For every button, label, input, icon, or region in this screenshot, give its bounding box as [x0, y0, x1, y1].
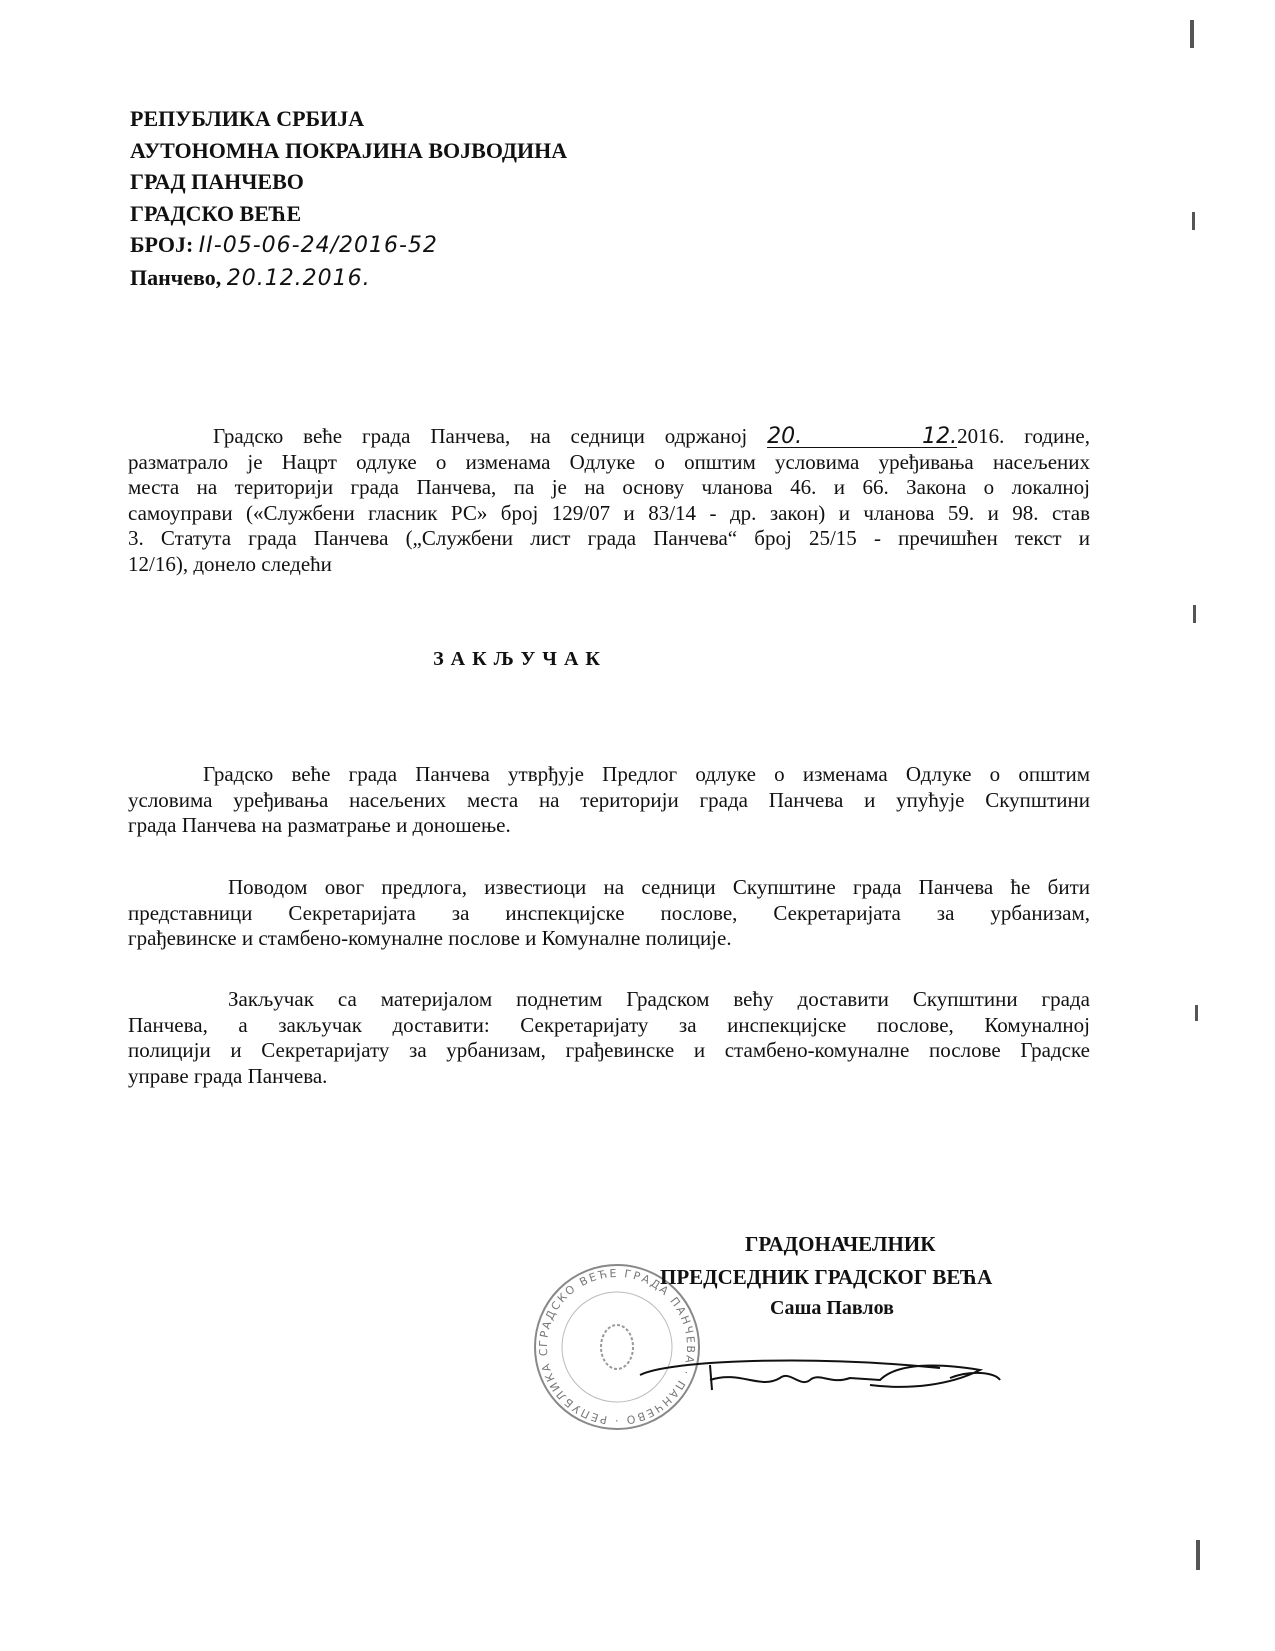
handwritten-signature: [610, 1340, 1010, 1405]
signatory-title: ГРАДОНАЧЕЛНИК: [745, 1232, 936, 1256]
date-handwritten: 20.12.2016.: [226, 265, 371, 291]
scan-mark: [1192, 212, 1195, 230]
intro-paragraph: [128, 424, 1090, 577]
text-line: условима уређивања насељених места на територији града Панчева и упућује Скупштини: [128, 787, 1090, 812]
text-line: Закључак са материјалом поднетим Градском већу доставити Скупштини града: [228, 987, 1090, 1011]
header-line: ГРАД ПАНЧЕВО: [130, 169, 304, 194]
svg-text:ГРАДСКО ВЕЋЕ ГРАДА ПАНЧЕВА · П: ГРАДСКО ВЕЋЕ ГРАДА ПАНЧЕВА · ПАНЧЕВО · РЕПУБЛИКА С: [536, 1266, 698, 1428]
header-line: ГРАДСКО ВЕЋЕ: [130, 200, 302, 226]
document-title: ЗАКЉУЧАК: [433, 648, 607, 670]
paragraph-1: [128, 762, 1090, 839]
header-line: АУТОНОМНА ПОКРАЈИНА ВОЈВОДИНА: [130, 137, 568, 163]
text-line: Панчева, а закључак доставити: Секретаријату за инспекцијске послове, Комуналној: [128, 1012, 1090, 1037]
scan-mark: [1195, 1005, 1198, 1021]
text-line: представници Секретаријата за инспекцијске послове, Секретаријата за урбанизам,: [128, 900, 1090, 925]
scan-mark: [1196, 1540, 1200, 1570]
text-line: места на територији града Панчева, па је на основу чланова 46. и 66. Закона о локалној: [128, 475, 1090, 499]
intro-text: Градско веће града Панчева, на седници одржаној: [213, 424, 748, 448]
signatory-position: ПРЕДСЕДНИК ГРАДСКОГ ВЕЋА: [660, 1265, 993, 1289]
signatory-name: Саша Павлов: [770, 1297, 894, 1319]
text-line: 12/16), донело следећи: [128, 551, 332, 576]
signature-icon: [610, 1340, 1010, 1400]
text-line: грађевинске и стамбено-комуналне послове и Комуналне полиције.: [128, 926, 732, 950]
document-header: [130, 103, 567, 294]
text-line: града Панчева на разматрање и доношење.: [128, 813, 511, 837]
number-label: БРОЈ:: [130, 232, 194, 257]
text-line: самоуправи («Службени гласник РС» број 129/07 и 83/14 - др. закон) и чланова 59. и 98. став: [128, 500, 1090, 525]
text-line: 3. Статута града Панчева („Службени лист града Панчева“ број 25/15 - пречишћен текст и: [128, 526, 1090, 550]
text-line: управе града Панчева.: [128, 1063, 328, 1088]
intro-text: 2016. године,: [957, 424, 1090, 448]
scan-mark: [1193, 605, 1196, 623]
paragraph-2: [128, 875, 1090, 952]
text-line: Поводом овог предлога, известиоци на седници Скупштине града Панчева ће бити: [228, 875, 1090, 899]
text-line: разматрало је Нацрт одлуке о изменама Одлуке о општим условима уређивања насељених: [128, 449, 1090, 474]
text-line: полицији и Секретаријату за урбанизам, грађевинске и стамбено-комуналне послове Градске: [128, 1038, 1090, 1062]
document-date: [130, 262, 567, 295]
place-label: Панчево,: [130, 264, 222, 290]
number-handwritten: II-05-06-24/2016-52: [198, 233, 438, 258]
scan-mark: [1190, 20, 1194, 48]
document-number: [130, 229, 567, 262]
text-line: Градско веће града Панчева утврђује Предлог одлуке о изменама Одлуке о општим: [203, 762, 1090, 786]
paragraph-3: [128, 987, 1090, 1089]
session-date-handwritten: 20. 12.: [767, 424, 958, 449]
header-line: РЕПУБЛИКА СРБИЈА: [130, 106, 365, 131]
